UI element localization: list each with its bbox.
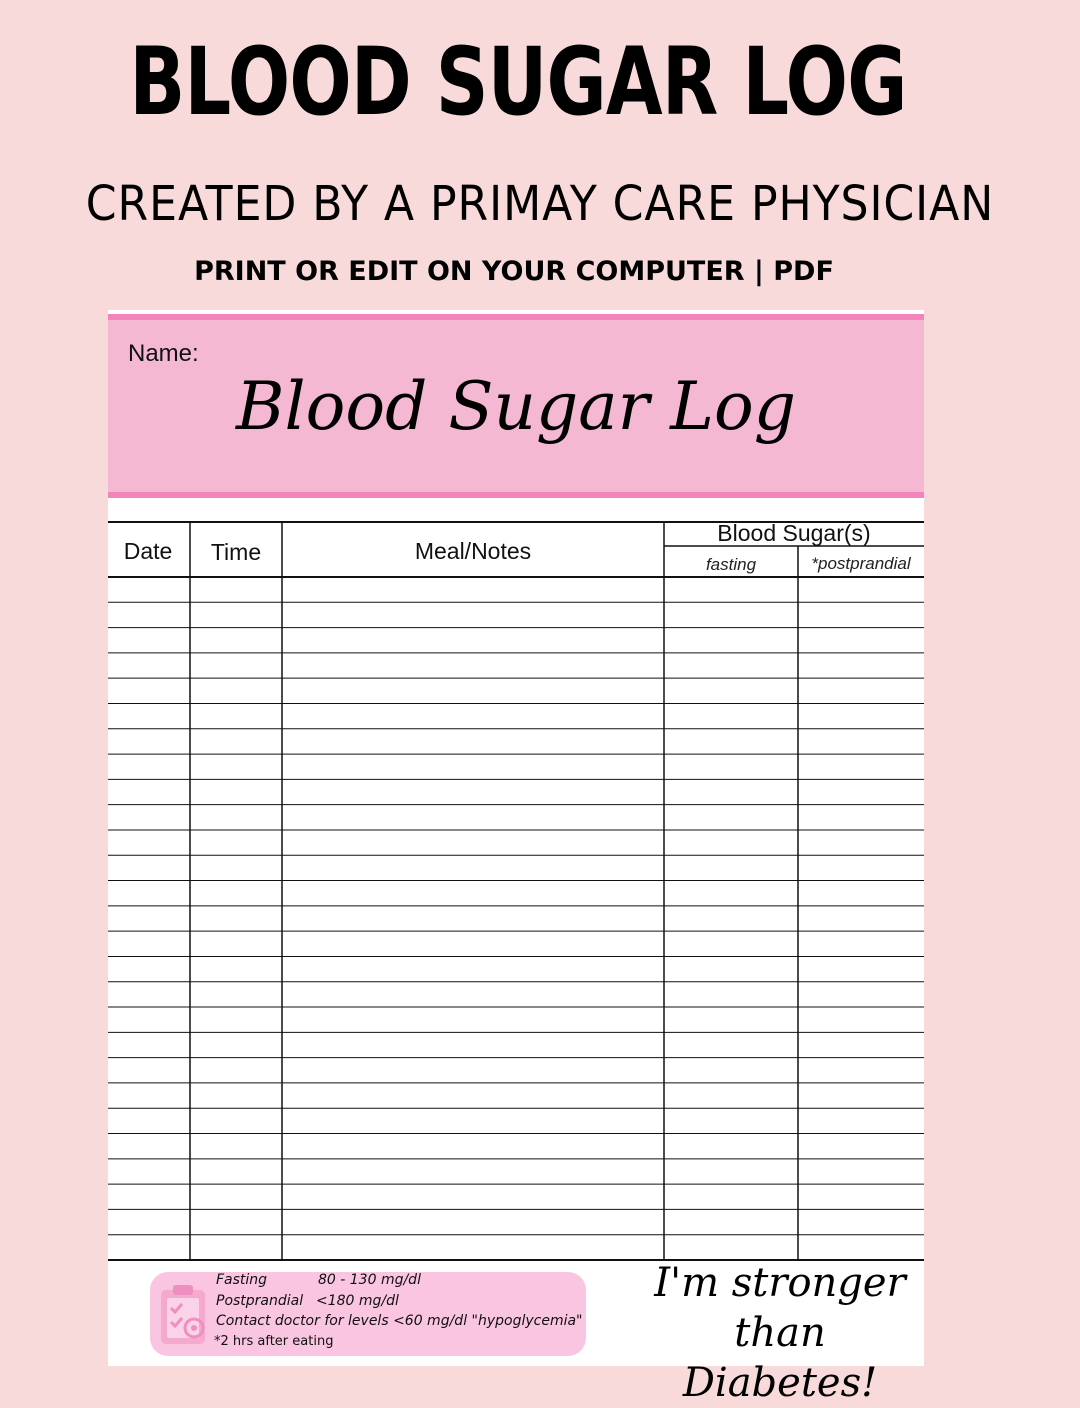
table-grid xyxy=(108,522,924,1262)
legend-fasting-value: 80 - 130 mg/dl xyxy=(318,1272,421,1288)
motto-line-2: Diabetes! xyxy=(682,1360,878,1406)
legend-fasting-label: Fasting xyxy=(216,1272,268,1288)
clipboard-icon xyxy=(158,1284,208,1346)
name-label: Name: xyxy=(128,340,199,367)
legend-contact-note: Contact doctor for levels <60 mg/dl "hypoglycemia" xyxy=(216,1313,583,1329)
subheader-fasting: fasting xyxy=(705,555,757,574)
column-header-date: Date xyxy=(123,538,173,564)
legend-postprandial-label: Postprandial xyxy=(216,1293,304,1309)
page-headline: BLOOD SUGAR LOG xyxy=(129,28,907,137)
column-header-blood-sugars: Blood Sugar(s) xyxy=(717,520,871,546)
legend-postprandial-value: <180 mg/dl xyxy=(316,1293,399,1309)
page-subheadline: CREATED BY A PRIMAY CARE PHYSICIAN xyxy=(85,176,995,232)
motto-line-1: I'm stronger than xyxy=(654,1260,906,1356)
subheader-postprandial: *postprandial xyxy=(811,554,911,573)
log-sheet xyxy=(108,310,924,1406)
sheet-banner xyxy=(108,314,924,498)
sheet-script-title: Blood Sugar Log xyxy=(236,368,796,445)
page-tagline: PRINT OR EDIT ON YOUR COMPUTER | PDF xyxy=(194,256,834,287)
column-header-time: Time xyxy=(210,539,262,565)
motto-text xyxy=(640,1258,920,1408)
column-header-meal-notes: Meal/Notes xyxy=(414,538,532,564)
legend-footnote: *2 hrs after eating xyxy=(214,1334,334,1349)
